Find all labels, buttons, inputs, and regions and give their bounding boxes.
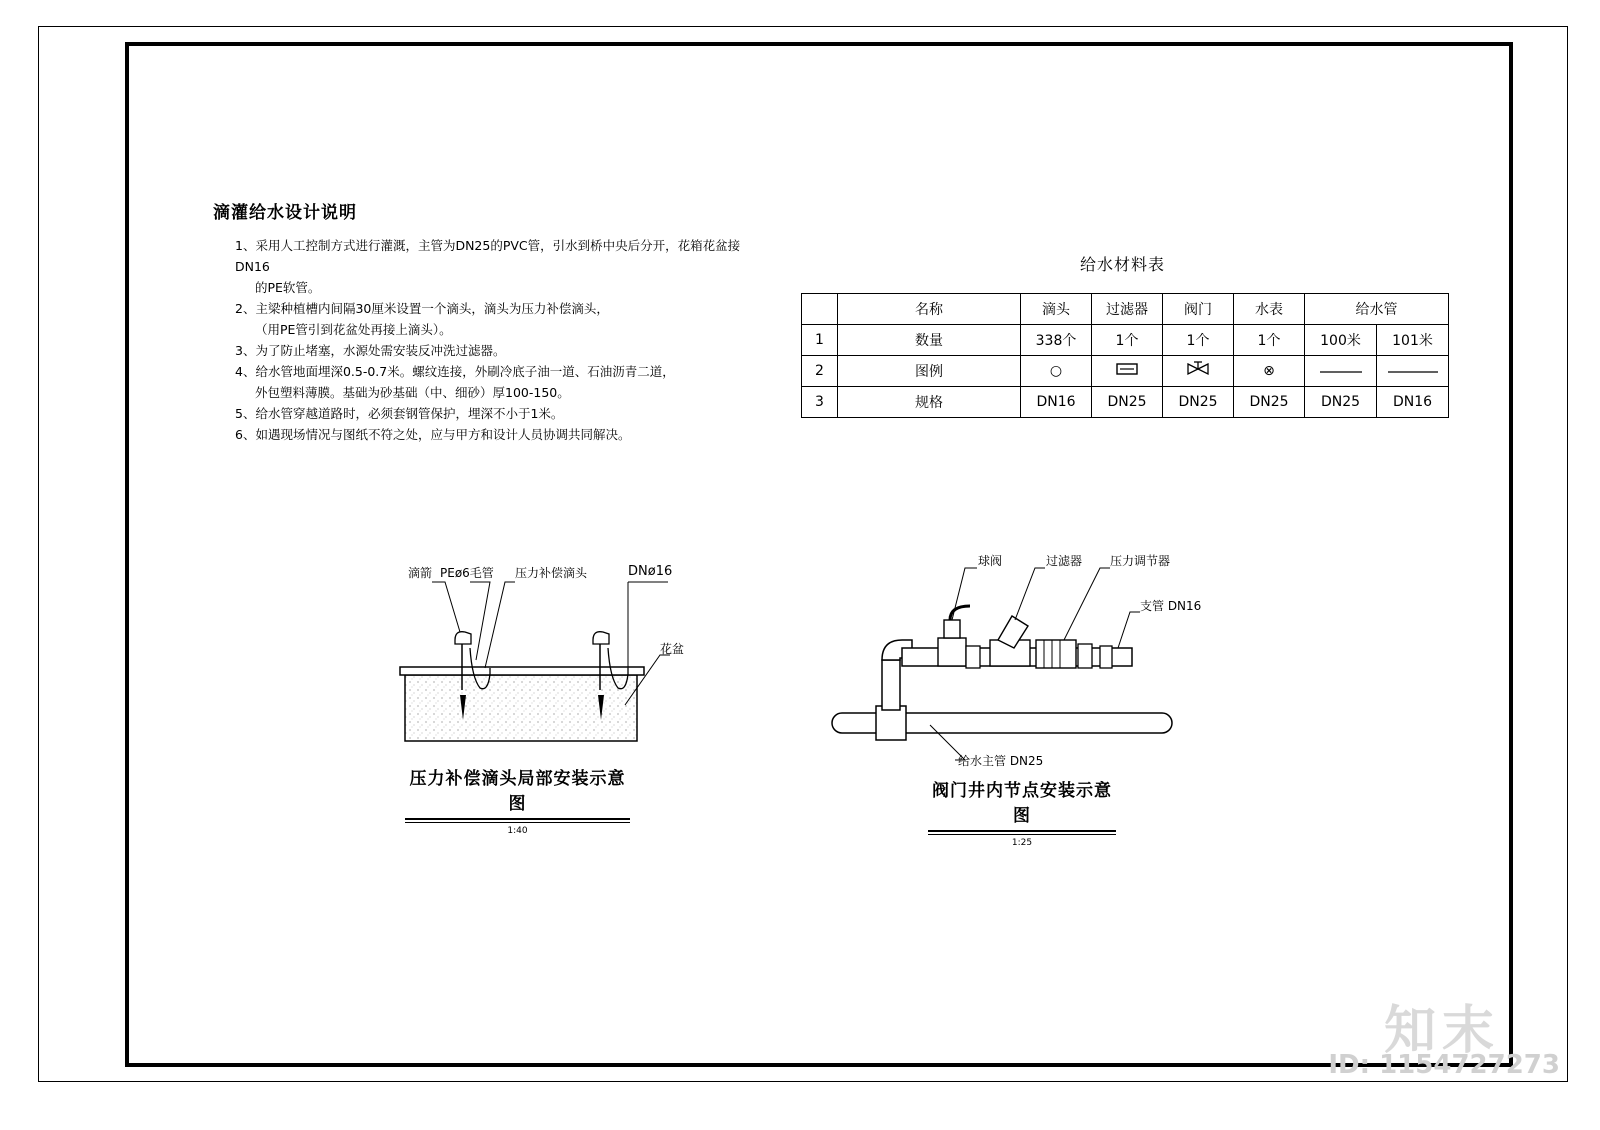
drawing2-title: 阀门井内节点安装示意图 bbox=[932, 781, 1112, 826]
table-cell: 100米 bbox=[1305, 325, 1377, 356]
notes-title: 滴灌给水设计说明 bbox=[213, 203, 357, 223]
note-item: 4、给水管地面埋深0.5-0.7米。螺纹连接，外刷冷底子油一道、石油沥青二道， bbox=[235, 364, 675, 379]
table-cell: 水表 bbox=[1234, 294, 1305, 325]
table-cell: ⊗ bbox=[1234, 356, 1305, 387]
note-item: （用PE管引到花盆处再接上滴头）。 bbox=[255, 322, 452, 337]
note-item: 的PE软管。 bbox=[255, 280, 321, 295]
note-item: 1、采用人工控制方式进行灌溉，主管为DN25的PVC管，引水到桥中央后分开，花箱花盆接DN16 bbox=[235, 238, 741, 274]
table-cell: 规格 bbox=[838, 387, 1021, 418]
table-cell: 3 bbox=[802, 387, 838, 418]
table-cell: 1个 bbox=[1234, 325, 1305, 356]
table-cell: 滴头 bbox=[1021, 294, 1092, 325]
label-main-pipe: 给水主管 DN25 bbox=[958, 754, 1044, 768]
label-pe-capillary: PEø6毛管 bbox=[440, 566, 494, 580]
table-cell: 给水管 bbox=[1305, 294, 1449, 325]
table-cell: 1个 bbox=[1092, 325, 1163, 356]
label-pressure-regulator: 压力调节器 bbox=[1110, 554, 1171, 568]
note-item: 6、如遇现场情况与图纸不符之处，应与甲方和设计人员协调共同解决。 bbox=[235, 427, 631, 442]
note-item: 3、为了防止堵塞，水源处需安装反冲洗过滤器。 bbox=[235, 343, 506, 358]
watermark-logo: 知末 bbox=[1383, 1001, 1500, 1061]
table-cell: DN25 bbox=[1305, 387, 1377, 418]
label-drip-arrow: 滴箭 bbox=[408, 566, 433, 580]
table-cell: DN16 bbox=[1021, 387, 1092, 418]
table-cell: 101米 bbox=[1377, 325, 1449, 356]
table-cell: 数量 bbox=[838, 325, 1021, 356]
table-cell: DN25 bbox=[1163, 387, 1234, 418]
drawing1-caption bbox=[405, 764, 630, 836]
label-dn16: DNø16 bbox=[628, 564, 673, 579]
table-cell: 2 bbox=[802, 356, 838, 387]
table-cell: DN16 bbox=[1377, 387, 1449, 418]
drawing1-scale: 1:40 bbox=[507, 826, 528, 836]
label-flower-pot: 花盆 bbox=[660, 642, 685, 656]
table-title: 给水材料表 bbox=[1080, 255, 1166, 274]
table-cell: 338个 bbox=[1021, 325, 1092, 356]
note-item: 5、给水管穿越道路时，必须套钢管保护，埋深不小于1米。 bbox=[235, 406, 564, 421]
caption-underline bbox=[928, 830, 1116, 835]
label-branch-pipe: 支管 DN16 bbox=[1140, 599, 1202, 613]
drawing2-scale: 1:25 bbox=[1011, 838, 1033, 848]
watermark-id: ID: 1154727273 bbox=[1328, 1050, 1560, 1080]
drawing2-caption bbox=[928, 776, 1116, 848]
table-cell: DN25 bbox=[1092, 387, 1163, 418]
pe-pipe-shape bbox=[400, 667, 644, 675]
label-ball-valve: 球阀 bbox=[978, 554, 1003, 568]
table-cell: 1个 bbox=[1163, 325, 1234, 356]
note-item: 2、主梁种植槽内间隔30厘米设置一个滴头，滴头为压力补偿滴头， bbox=[235, 301, 609, 316]
label-filter: 过滤器 bbox=[1046, 554, 1083, 568]
note-item: 外包塑料薄膜。基础为砂基础（中、细砂）厚100-150。 bbox=[255, 385, 570, 400]
table-cell: 1 bbox=[802, 325, 838, 356]
drip-emitter-drawing bbox=[400, 582, 670, 741]
table-cell: 过滤器 bbox=[1092, 294, 1163, 325]
label-emitter: 压力补偿滴头 bbox=[515, 566, 588, 580]
table-cell: 图例 bbox=[838, 356, 1021, 387]
table-cell: ○ bbox=[1021, 356, 1092, 387]
table-cell: 名称 bbox=[838, 294, 1021, 325]
table-cell: 阀门 bbox=[1163, 294, 1234, 325]
caption-underline bbox=[405, 818, 630, 823]
drawing1-title: 压力补偿滴头局部安装示意图 bbox=[409, 769, 626, 814]
table-cell: DN25 bbox=[1234, 387, 1305, 418]
valve-well-drawing bbox=[832, 568, 1172, 760]
